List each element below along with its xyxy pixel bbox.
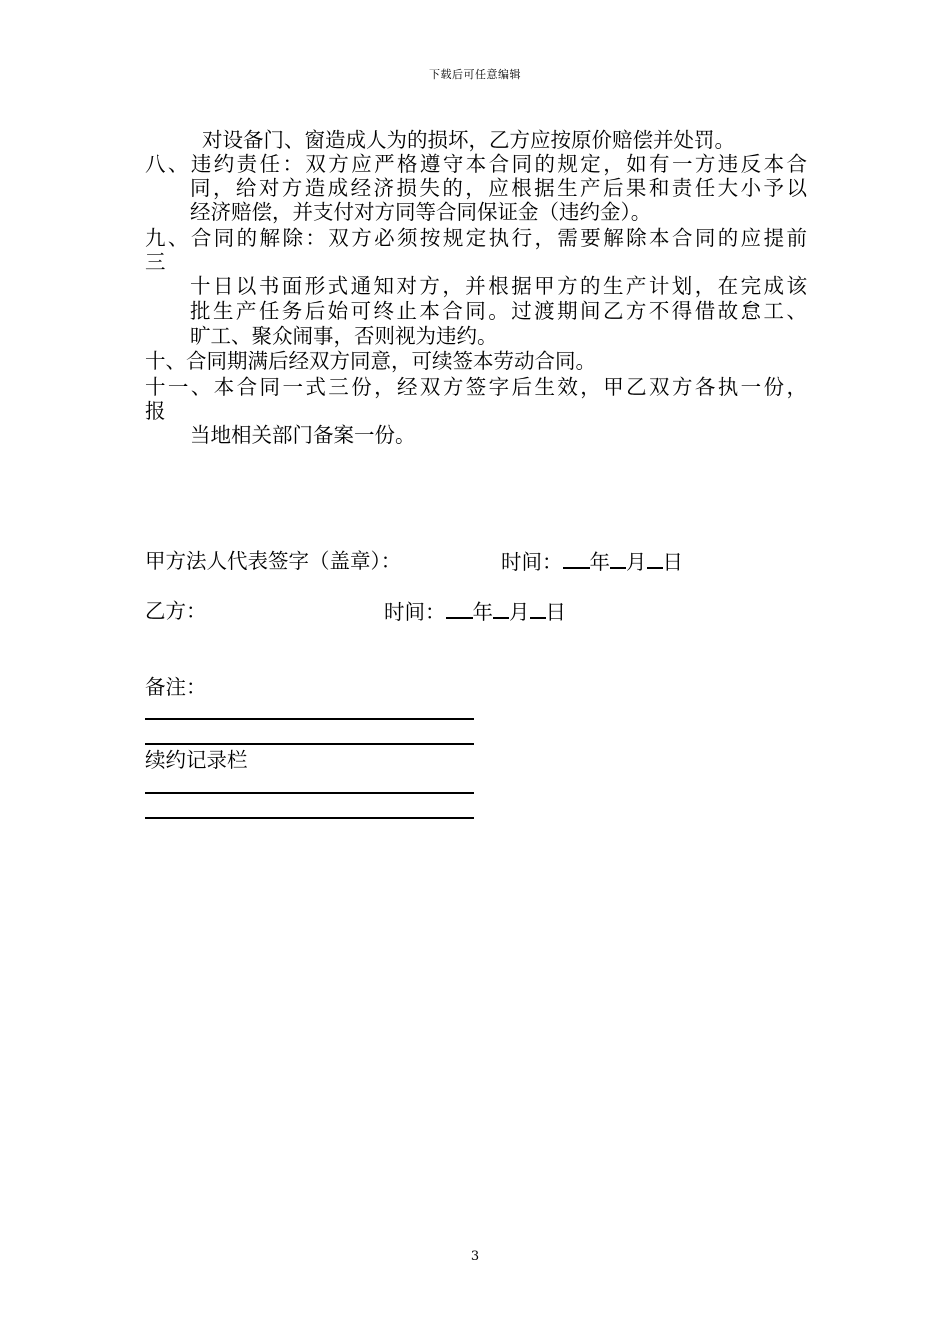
day-label: 日 bbox=[662, 550, 683, 574]
year-label: 年 bbox=[472, 600, 493, 624]
year-label: 年 bbox=[589, 550, 610, 574]
month-label: 月 bbox=[626, 550, 647, 574]
body-line: 对设备门、窗造成人为的损坏，乙方应按原价赔偿并处罚。 bbox=[202, 128, 735, 152]
day-blank bbox=[647, 549, 663, 569]
remarks-rule bbox=[145, 718, 474, 720]
page-header: 下载后可任意编辑 bbox=[429, 68, 521, 81]
month-blank bbox=[493, 599, 509, 619]
body-line: 旷工、聚众闹事，否则视为违约。 bbox=[190, 324, 498, 348]
body-line: 十一、本合同一式三份，经双方签字后生效，甲乙双方各执一份， bbox=[145, 375, 807, 399]
renewal-rule bbox=[145, 792, 474, 794]
month-blank bbox=[610, 549, 626, 569]
month-label: 月 bbox=[509, 600, 530, 624]
body-line: 八、违约责任：双方应严格遵守本合同的规定，如有一方违反本合 bbox=[145, 152, 807, 176]
body-line: 九、合同的解除：双方必须按规定执行，需要解除本合同的应提前 bbox=[145, 226, 807, 250]
remarks-label: 备注： bbox=[145, 675, 207, 699]
year-blank bbox=[446, 599, 473, 619]
body-line: 当地相关部门备案一份。 bbox=[190, 423, 416, 447]
year-blank bbox=[563, 549, 590, 569]
body-line: 三 bbox=[145, 250, 166, 274]
day-blank bbox=[530, 599, 546, 619]
remarks-rule bbox=[145, 743, 474, 745]
body-line: 报 bbox=[145, 399, 166, 423]
body-line: 十日以书面形式通知对方，并根据甲方的生产计划，在完成该 bbox=[190, 274, 807, 298]
body-line: 十、合同期满后经双方同意，可续签本劳动合同。 bbox=[145, 349, 596, 373]
body-line: 同，给对方造成经济损失的，应根据生产后果和责任大小予以 bbox=[190, 176, 807, 200]
renewal-record-label: 续约记录栏 bbox=[145, 748, 248, 772]
time-label: 时间： bbox=[501, 550, 563, 574]
party-b-signature-label: 乙方： bbox=[145, 599, 207, 623]
party-a-signature-label: 甲方法人代表签字（盖章）： bbox=[145, 549, 402, 573]
body-line: 批生产任务后始可终止本合同。过渡期间乙方不得借故怠工、 bbox=[190, 299, 807, 323]
day-label: 日 bbox=[545, 600, 566, 624]
time-label: 时间： bbox=[384, 600, 446, 624]
party-b-date-line bbox=[384, 599, 566, 624]
body-line: 经济赔偿，并支付对方同等合同保证金（违约金）。 bbox=[190, 200, 652, 224]
page-number: 3 bbox=[470, 1249, 480, 1264]
party-a-date-line bbox=[501, 549, 683, 574]
renewal-rule bbox=[145, 817, 474, 819]
